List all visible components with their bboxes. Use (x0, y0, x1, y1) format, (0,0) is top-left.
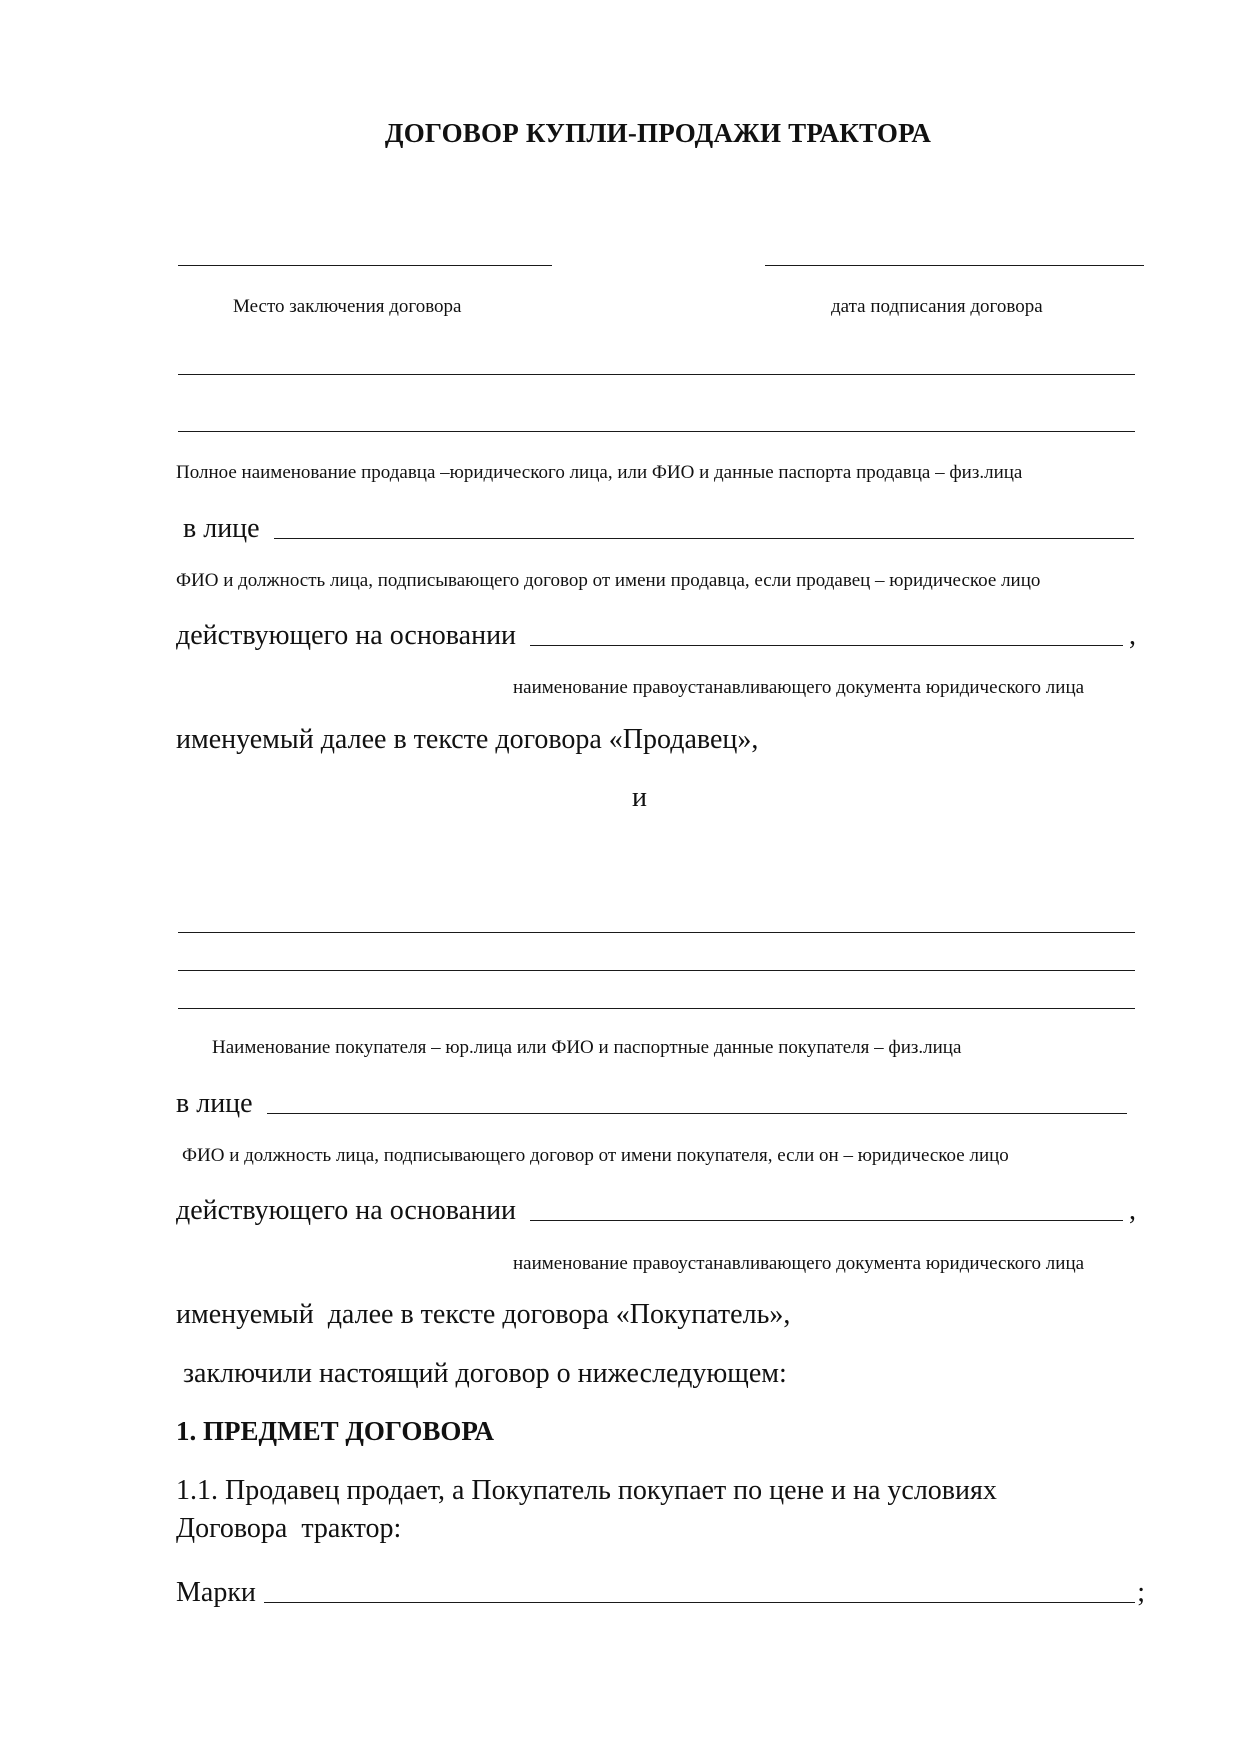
buyer-represented-row (176, 1084, 1133, 1120)
seller-basis-blank-line[interactable] (530, 645, 1123, 646)
buyer-name-hint: Наименование покупателя – юр.лица или ФИО и паспортные данные покупателя – физ.лица (212, 1037, 962, 1058)
seller-basis-row (176, 616, 1136, 652)
document-title: ДОГОВОР КУПЛИ-ПРОДАЖИ ТРАКТОРА (384, 118, 932, 148)
clause-1-1-line-1: 1.1. Продавец продает, а Покупатель покупает по цене и на условиях (176, 1475, 997, 1506)
buyer-basis-blank-line[interactable] (530, 1220, 1123, 1221)
date-blank-line[interactable] (765, 265, 1144, 266)
buyer-name-blank-line-1[interactable] (178, 932, 1135, 933)
seller-designation: именуемый далее в тексте договора «Продавец», (176, 724, 759, 755)
seller-representative-blank-line[interactable] (274, 538, 1134, 539)
seller-basis-hint: наименование правоустанавливающего документа юридического лица (513, 677, 1085, 698)
conjunction-and: и (632, 782, 647, 813)
buyer-basis-label: действующего на основании (176, 1195, 517, 1226)
seller-basis-label: действующего на основании (176, 620, 517, 651)
brand-blank-line[interactable] (264, 1602, 1135, 1603)
buyer-representative-blank-line[interactable] (267, 1113, 1127, 1114)
buyer-designation: именуемый далее в тексте договора «Покупатель», (176, 1299, 791, 1330)
section-1-heading: 1. ПРЕДМЕТ ДОГОВОРА (176, 1416, 494, 1446)
brand-row (176, 1573, 1145, 1609)
buyer-represented-label: в лице (176, 1088, 253, 1119)
seller-representative-hint: ФИО и должность лица, подписывающего договор от имени продавца, если продавец – юридическое лицо (176, 570, 1041, 591)
buyer-basis-hint: наименование правоустанавливающего документа юридического лица (513, 1253, 1085, 1274)
date-label: дата подписания договора (831, 296, 1043, 317)
buyer-name-blank-line-3[interactable] (178, 1008, 1135, 1009)
buyer-basis-comma: , (1129, 1195, 1136, 1226)
place-blank-line[interactable] (178, 265, 552, 266)
clause-1-1-line-2: Договора трактор: (176, 1513, 402, 1544)
seller-name-hint: Полное наименование продавца –юридического лица, или ФИО и данные паспорта продавца – физ.лица (176, 462, 1023, 483)
brand-semicolon: ; (1137, 1577, 1145, 1608)
place-label: Место заключения договора (233, 296, 462, 317)
buyer-representative-hint: ФИО и должность лица, подписывающего договор от имени покупателя, если он – юридическое лицо (182, 1145, 1009, 1166)
seller-name-blank-line-2[interactable] (178, 431, 1135, 432)
brand-label: Марки (176, 1577, 256, 1608)
buyer-basis-row (176, 1191, 1136, 1227)
seller-basis-comma: , (1129, 620, 1136, 651)
seller-represented-row (183, 509, 1140, 545)
seller-represented-label: в лице (183, 513, 260, 544)
buyer-name-blank-line-2[interactable] (178, 970, 1135, 971)
seller-name-blank-line-1[interactable] (178, 374, 1135, 375)
concluded-statement: заключили настоящий договор о нижеследующем: (183, 1358, 787, 1389)
